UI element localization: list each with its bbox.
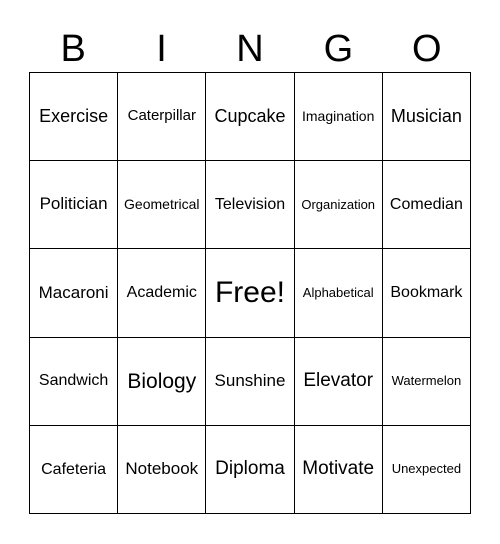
bingo-cell: Imagination xyxy=(295,73,383,161)
bingo-cell: Watermelon xyxy=(383,338,471,426)
bingo-cell: Macaroni xyxy=(30,249,118,337)
bingo-cell: Academic xyxy=(118,249,206,337)
bingo-cell: Biology xyxy=(118,338,206,426)
header-letter-o: O xyxy=(411,28,442,70)
bingo-cell: Unexpected xyxy=(383,426,471,514)
bingo-cell: Cupcake xyxy=(206,73,294,161)
bingo-cell: Bookmark xyxy=(383,249,471,337)
bingo-cell: Sandwich xyxy=(30,338,118,426)
header-letter-b: B xyxy=(60,28,86,70)
bingo-cell: Musician xyxy=(383,73,471,161)
bingo-grid xyxy=(29,72,471,514)
bingo-cell: Cafeteria xyxy=(30,426,118,514)
bingo-cell: Alphabetical xyxy=(295,249,383,337)
bingo-cell: Diploma xyxy=(206,426,294,514)
free-space: Free! xyxy=(206,249,294,337)
bingo-cell: Elevator xyxy=(295,338,383,426)
bingo-cell: Comedian xyxy=(383,161,471,249)
header-letter-n: N xyxy=(236,28,264,70)
bingo-cell: Caterpillar xyxy=(118,73,206,161)
bingo-cell: Exercise xyxy=(30,73,118,161)
bingo-cell: Notebook xyxy=(118,426,206,514)
bingo-header xyxy=(29,26,471,72)
bingo-cell: Geometrical xyxy=(118,161,206,249)
bingo-cell: Sunshine xyxy=(206,338,294,426)
bingo-cell: Television xyxy=(206,161,294,249)
header-letter-i: I xyxy=(156,28,167,70)
bingo-cell: Organization xyxy=(295,161,383,249)
bingo-cell: Motivate xyxy=(295,426,383,514)
bingo-cell: Politician xyxy=(30,161,118,249)
header-letter-g: G xyxy=(323,28,354,70)
